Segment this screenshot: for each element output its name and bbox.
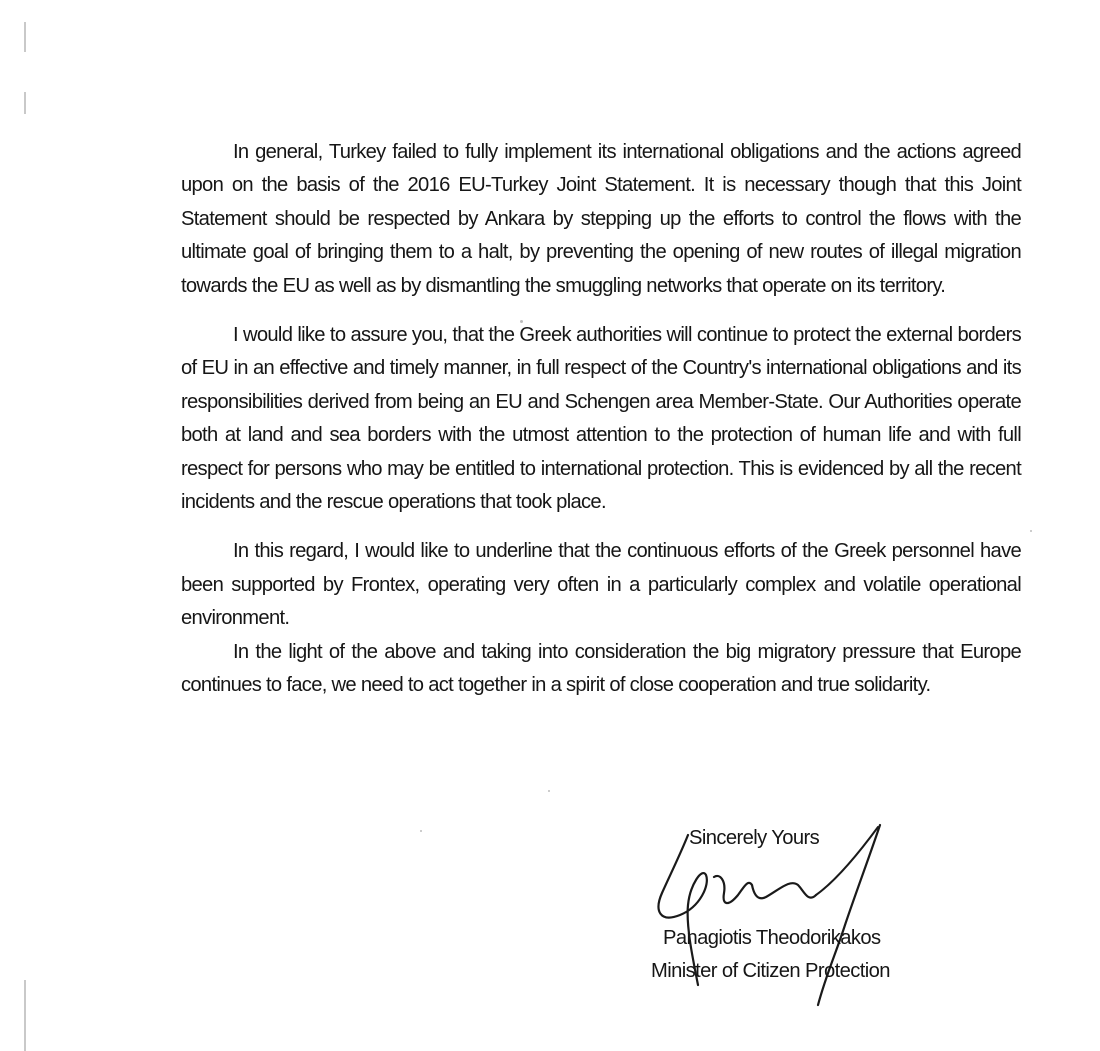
scan-speck [548, 790, 550, 792]
letter-paragraph-2: I would like to assure you, that the Greek authorities will continue to protect the external borders of EU in an effective and timely manner, in full respect of the Country's international obligations and its responsibilities derived from being an EU and Schengen area Member-State. Our Authorities operate both at land and sea borders with the utmost attention to the protection of human life and with full respect for persons who may be entitled to international protection. This is evidenced by all the recent incidents and the rescue operations that took place. [181, 324, 1021, 514]
signatory-name: Panagiotis Theodorikakos [663, 927, 881, 949]
scan-speck [420, 830, 422, 832]
closing-salutation: Sincerely Yours [689, 827, 820, 849]
scan-edge-mark [24, 92, 26, 114]
letter-paragraph-3: In this regard, I would like to underline that the continuous efforts of the Greek personnel have been supported by Frontex, operating very often in a particularly complex and volatile operational environment. [181, 540, 1021, 630]
letter-paragraph-1: In general, Turkey failed to fully implement its international obligations and the actions agreed upon on the basis of the 2016 EU-Turkey Joint Statement. It is necessary though that this Joint Statement should be respected by Ankara by stepping up the efforts to control the flows with the ultimate goal of bringing them to a halt, by preventing the opening of new routes of illegal migration towards the EU as well as by dismantling the smuggling networks that operate on its territory. [181, 141, 1021, 297]
scan-speck [1030, 530, 1032, 532]
scan-edge-mark [24, 22, 26, 52]
signatory-title: Minister of Citizen Protection [651, 960, 890, 982]
letter-body [181, 136, 1021, 703]
scan-edge-mark [24, 980, 26, 1051]
letter-paragraph-4: In the light of the above and taking into consideration the big migratory pressure that Europe continues to face, we need to act together in a spirit of close cooperation and true solidarity. [181, 640, 1021, 697]
